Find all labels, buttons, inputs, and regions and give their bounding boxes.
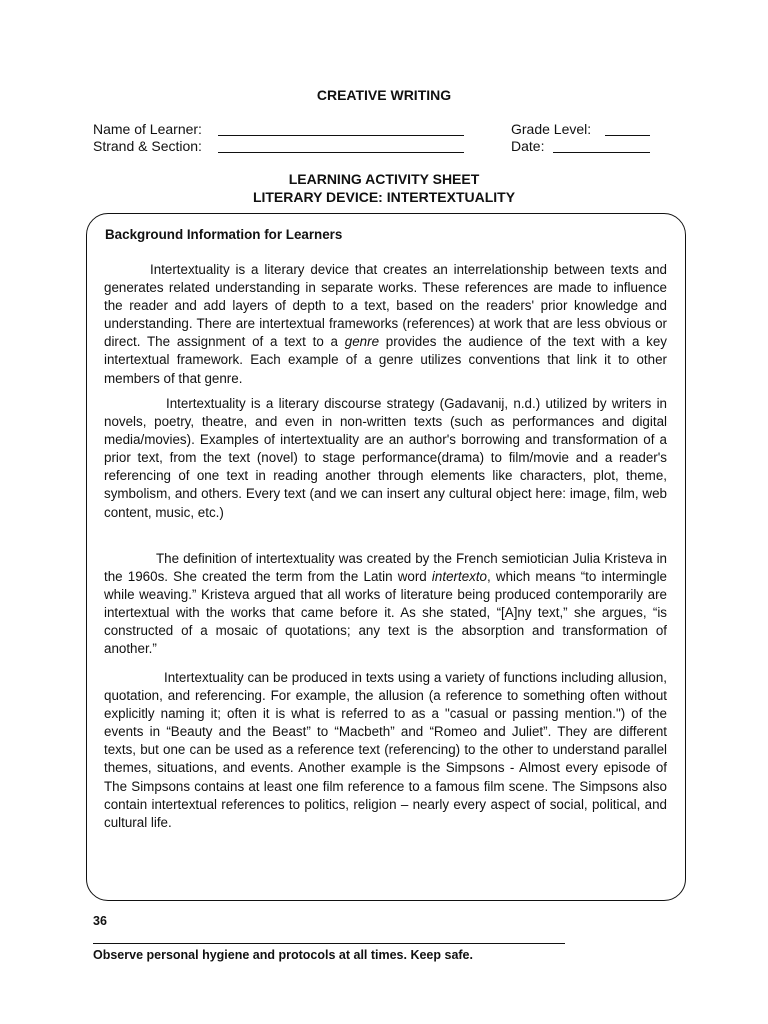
paragraph-2: Intertextuality is a literary discourse strategy (Gadavanij, n.d.) utilized by writers in novels, poetry, theatre, and even in non-written texts (such as performances and digital media/movies). Examples of intertextuality are an author's borrowing and transformation of a prior text, from the text (novel) to stage performance(drama) to film/movie and a reader's referencing of one text in reading another through elements like characters, plot, theme, symbolism, and others. Every text (and we can insert any cultural object here: image, film, web content, music, etc.) — [104, 396, 667, 520]
strand-section-label: Strand & Section: — [93, 138, 202, 154]
footer-divider — [93, 943, 565, 944]
date-label: Date: — [511, 138, 545, 154]
paragraph-4: Intertextuality can be produced in texts using a variety of functions including allusion, quotation, and referencing. For example, the allusion (a reference to something often without explicitly naming it; often it is what is referred to as a "casual or passing mention.") of the events in “Beauty and the Beast” to “Macbeth” and “Romeo and Juliet”. They are different texts, but one can be used as a reference text (referencing) to the other to understand parallel themes, situations, and events. Another example is the Simpsons - Almost every episode of The Simpsons contains at least one film reference to a famous film scene. The Simpsons also contain intertextual references to politics, religion – nearly every aspect of social, political, and cultural life. — [104, 670, 667, 830]
document-title: CREATIVE WRITING — [316, 87, 452, 103]
date-blank[interactable] — [553, 152, 650, 153]
paragraph-3-text-b: , which means “to intermingle while weaving.” Kristeva argued that all works of literature being produced contemporarily are intertextual with the works that came before it. As she stated, “[A]ny text,” she argues, “is constructed of a mosaic of quotations; any text is the absorption and transformation of another.” — [104, 569, 667, 657]
paragraph-3-text-a: The definition of intertextuality was created by the French semiotician Julia Kristeva in the 1960s. She created the term from the Latin word — [104, 551, 667, 585]
strand-section-blank[interactable] — [218, 152, 464, 153]
paragraph-3 — [104, 550, 667, 659]
footer-note: Observe personal hygiene and protocols at all times. Keep safe. — [93, 948, 473, 962]
paragraph-1-text-a: Intertextuality is a literary device that creates an interrelationship between texts and generates related understanding in separate works. These references are made to influence the reader and add layers of depth to a text, based on the readers' prior knowledge and understanding. There are intertextual frameworks (references) at work that are less obvious or direct. The assignment of a text to a — [104, 262, 667, 350]
sheet-title-line2: LITERARY DEVICE: INTERTEXTUALITY — [252, 189, 516, 205]
paragraph-1-emphasis: genre — [344, 334, 380, 350]
paragraph-3-emphasis: intertexto — [431, 569, 488, 585]
paragraph-1 — [104, 261, 667, 388]
page-number: 36 — [93, 914, 107, 928]
grade-level-blank[interactable] — [605, 135, 650, 136]
grade-level-label: Grade Level: — [511, 121, 592, 137]
name-of-learner-label: Name of Learner: — [93, 121, 202, 137]
section-heading: Background Information for Learners — [105, 227, 343, 242]
paragraph-1-text-b: provides the audience of the text with a key intertextual framework. Each example of a genre utilizes conventions that link it to other members of that genre. — [104, 334, 667, 386]
sheet-title-line1: LEARNING ACTIVITY SHEET — [288, 171, 480, 187]
name-of-learner-blank[interactable] — [218, 135, 464, 136]
